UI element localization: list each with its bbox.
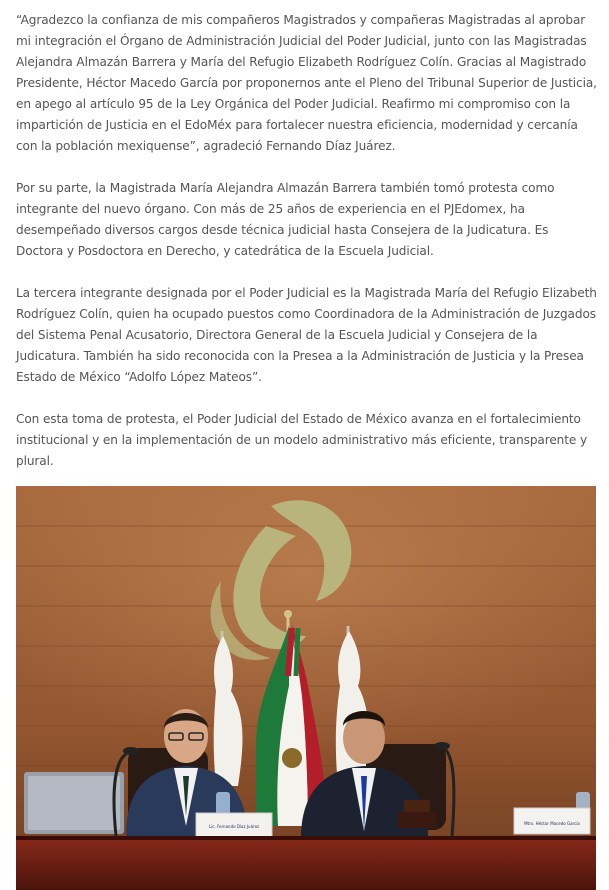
article-photo [16, 486, 596, 890]
name-plate-left [196, 813, 272, 837]
paragraph-almazan: Por su parte, la Magistrada María Alejandra Almazán Barrera también tomó protesta como integrante del nuevo órgano. Con más de 25 años de experiencia en el PJEdomex, ha desempeñado diversos cargos desde técnica judicial hasta Consejera de la Judicatura. Es Doctora y Posdoctora en Derecho, y catedrática de la Escuela Judicial. [16, 181, 555, 258]
gavel [404, 800, 430, 812]
svg-text:Mtro. Héctor Macedo García: Mtro. Héctor Macedo García [524, 821, 580, 826]
name-plate-right [514, 808, 590, 834]
gavel-block [398, 812, 436, 828]
paragraph-quote: “Agradezco la confianza de mis compañeros Magistrados y compañeras Magistradas al aprobar mi integración el Órgano de Administración Judicial del Poder Judicial, junto con las Magistradas Alejandra Almazán Barrera y María del Refugio Elizabeth Rodríguez Colín. Gracias al Magistrado Presidente, Héctor Macedo García por proponernos ante el Pleno del Tribunal Superior de Justicia, en apego al artículo 95 de la Ley Orgánica del Poder Judicial. Reafirmo mi compromiso con la impartición de Justicia en el EdoMéx para fortalecer nuestra eficiencia, modernidad y cercanía con la población mexiquense”, agradeció Fernando Díaz Juárez. [16, 13, 597, 153]
svg-text:Lic. Fernando Díaz Juárez: Lic. Fernando Díaz Juárez [208, 824, 260, 829]
paragraph-conclusion: Con esta toma de protesta, el Poder Judicial del Estado de México avanza en el fortalecimiento institucional y en la implementación de un modelo administrativo más eficiente, transparente y plural. [16, 412, 588, 468]
paragraph-rodriguez: La tercera integrante designada por el Poder Judicial es la Magistrada María del Refugio Elizabeth Rodríguez Colín, quien ha ocupado puestos como Coordinadora de la Administración de Juzgados del Sistema Penal Acusatorio, Directora General de la Escuela Judicial y Consejera de la Judicatura. También ha sido reconocida con la Presea a la Administración de Justicia y la Presea Estado de México “Adolfo López Mateos”. [16, 286, 597, 384]
laptop [24, 772, 124, 834]
desk [16, 836, 596, 890]
article-body [16, 10, 598, 493]
